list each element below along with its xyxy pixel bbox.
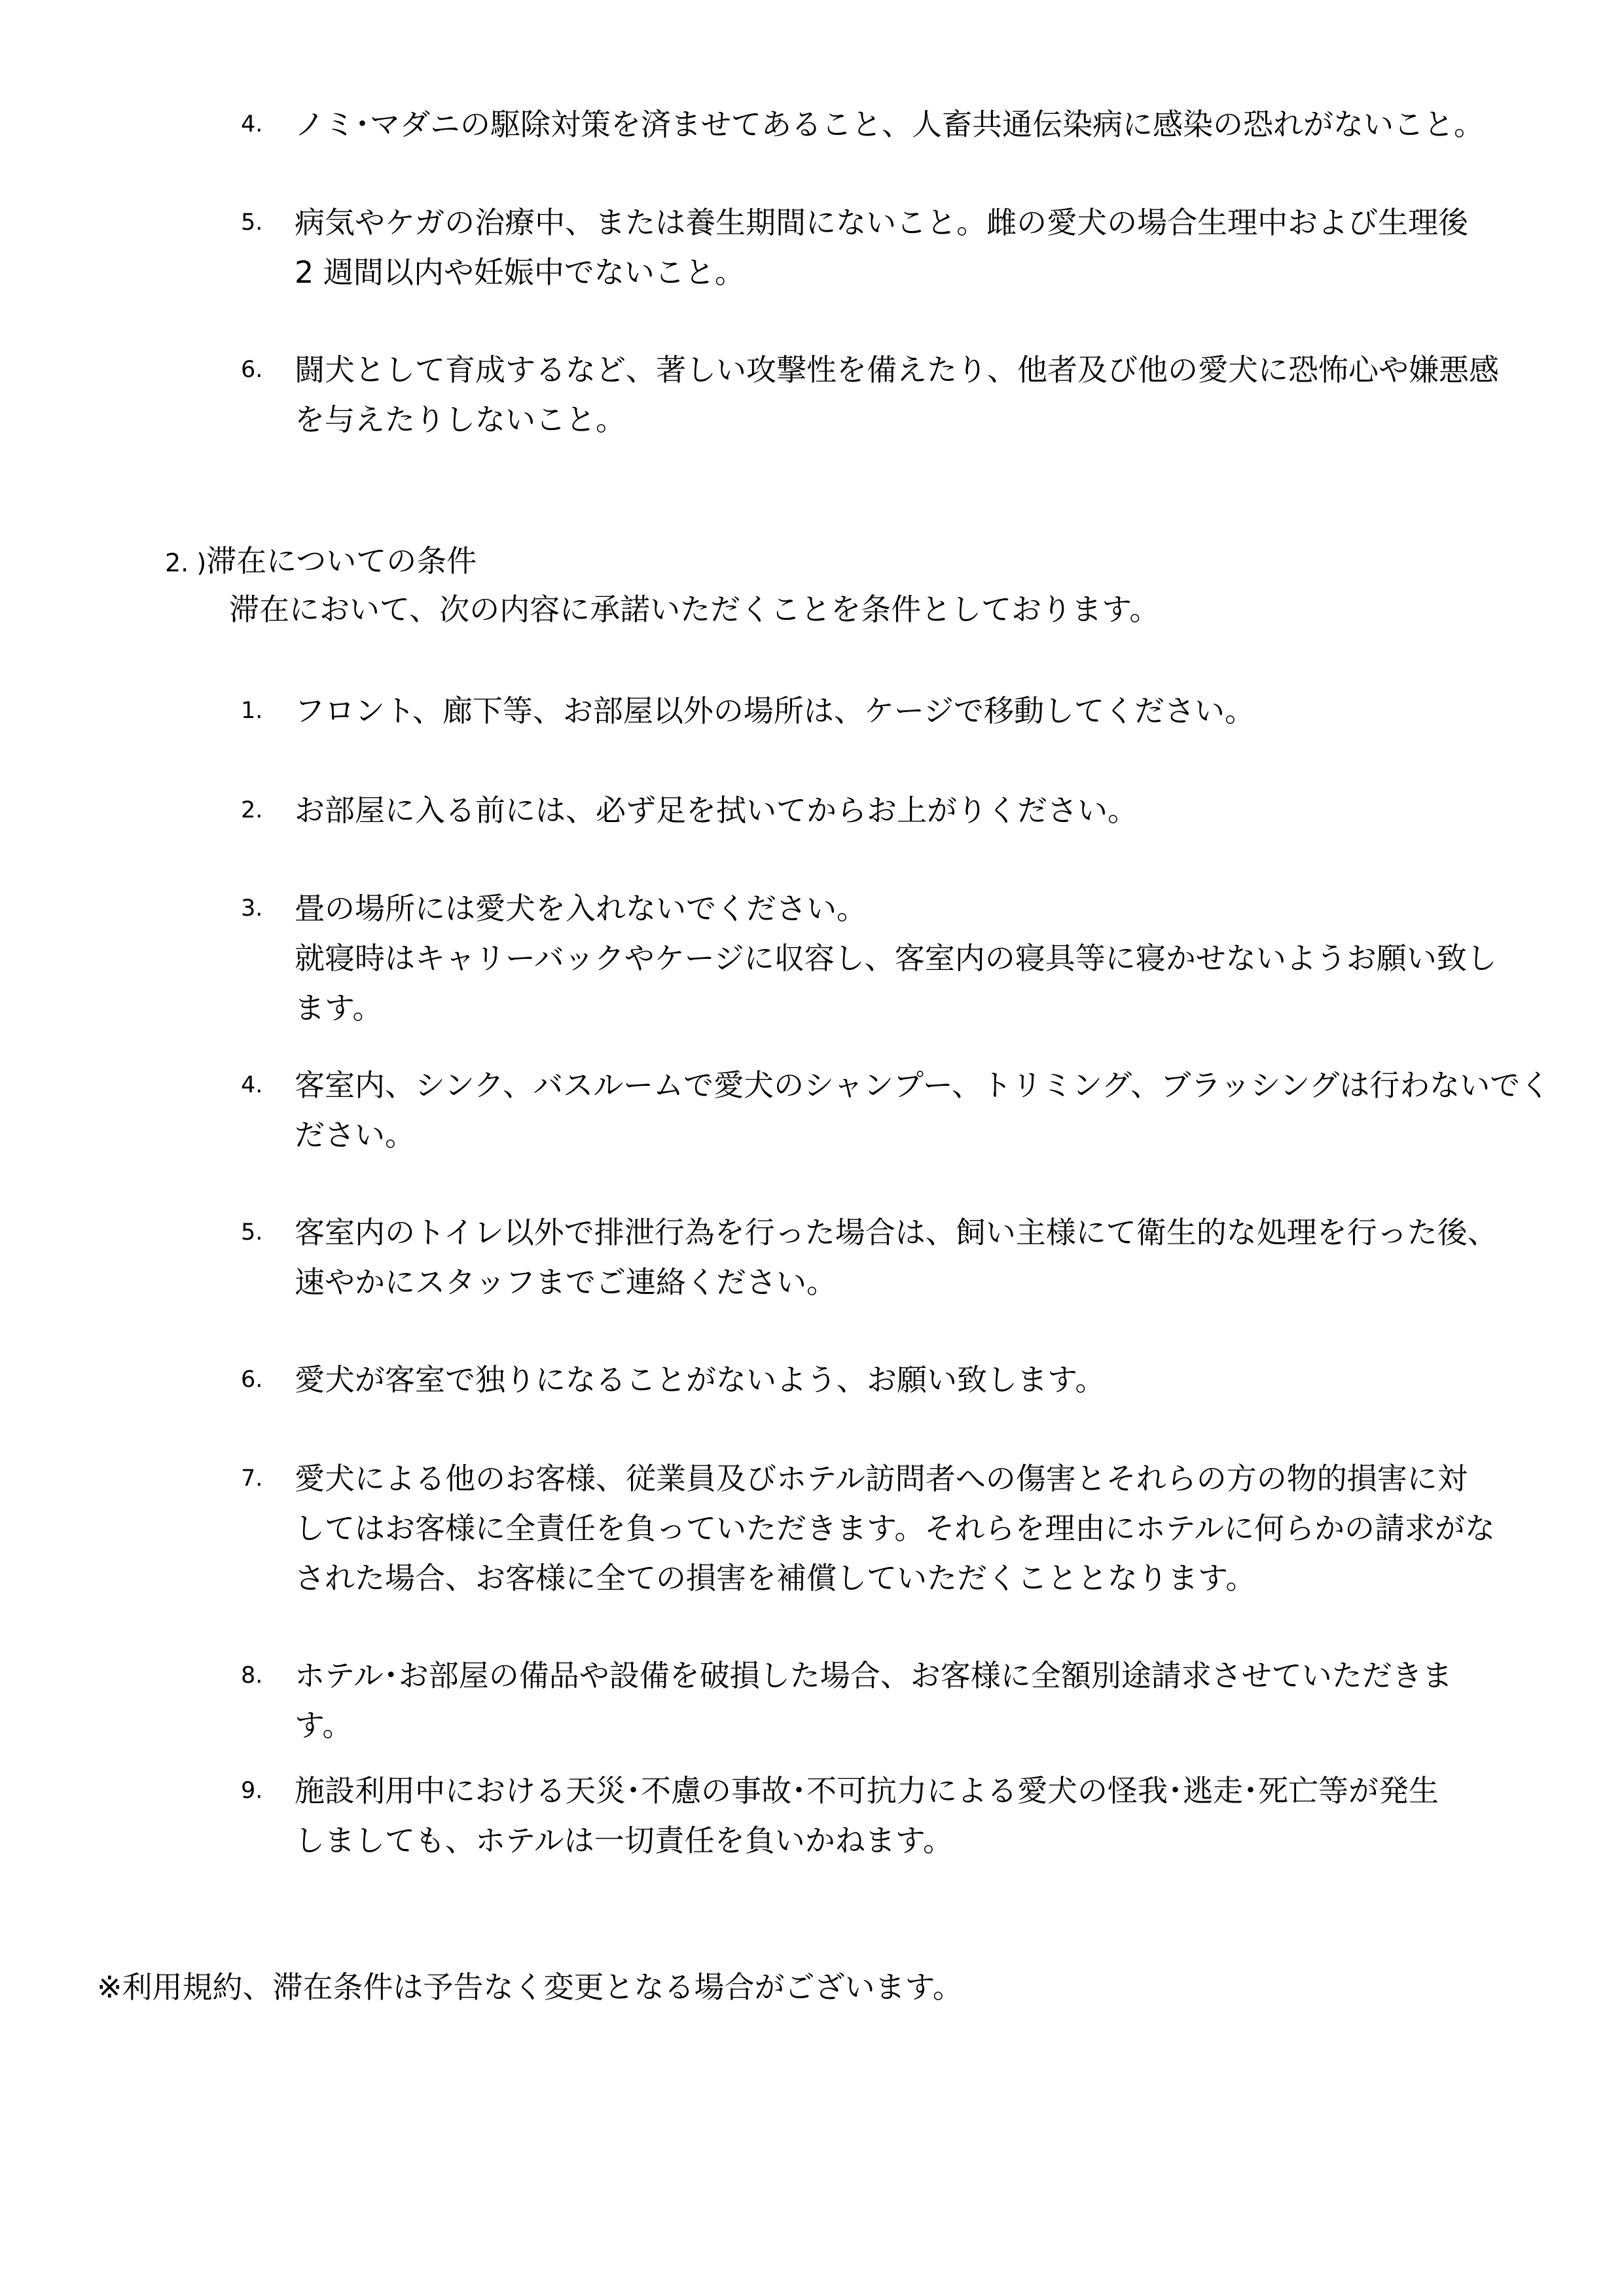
list-item-text: [295, 198, 1537, 297]
list-item-text: [295, 345, 1537, 444]
list-item-line: ださい。: [295, 1117, 415, 1153]
list-item-line: 施設利用中における天災･不慮の事故･不可抗力による愛犬の怪我･逃走･死亡等が発生: [295, 1773, 1439, 1808]
list-item-text: [295, 785, 1537, 835]
section-intro: 滞在において、次の内容に承諾いただくことを条件としております。: [229, 592, 1160, 627]
section-title: 滞在についての条件: [206, 543, 477, 579]
list-item-number: 5.: [241, 1219, 263, 1246]
list-item-line: された場合、お客様に全ての損害を補償していただくこととなります。: [295, 1560, 1256, 1596]
list-item-text: [295, 1454, 1537, 1603]
list-item-line: ノミ･マダニの駆除対策を済ませてあること、人畜共通伝染病に感染の恐れがないこと。: [295, 107, 1484, 142]
list-item-line: してはお客様に全責任を負っていただきます。それらを理由にホテルに何らかの請求がな: [295, 1511, 1496, 1546]
list-item-text: [295, 99, 1537, 149]
list-item-line: す。: [295, 1708, 353, 1743]
list-item-number: 5.: [241, 209, 263, 236]
list-item-number: 9.: [241, 1778, 263, 1804]
section-number: 2. ): [165, 548, 207, 577]
list-item-text: [295, 686, 1537, 736]
list-item-number: 4.: [241, 111, 263, 137]
list-item-text: [295, 884, 1537, 1033]
list-item-line: ホテル･お部屋の備品や設備を破損した場合、お客様に全額別途請求させていただきま: [295, 1658, 1453, 1693]
list-item-number: 3.: [241, 895, 263, 922]
section-heading: [165, 536, 477, 588]
list-item-number: 6.: [241, 1367, 263, 1393]
list-item-line: 病気やケガの治療中、または養生期間にないこと。雌の愛犬の場合生理中および生理後: [295, 205, 1469, 240]
list-item-line: ます。: [295, 990, 383, 1026]
list-item-text: [295, 1355, 1537, 1405]
list-item-number: 2.: [241, 797, 263, 823]
list-item-line: お部屋に入る前には、必ず足を拭いてからお上がりください。: [295, 793, 1138, 828]
list-item-line: を与えたりしないこと。: [295, 402, 626, 437]
footnote: ※利用規約、滞在条件は予告なく変更となる場合がございます。: [97, 1969, 963, 2005]
list-item-line: フロント、廊下等、お部屋以外の場所は、ケージで移動してください。: [295, 693, 1255, 728]
list-item-number: 1.: [241, 698, 263, 724]
list-item-number: 8.: [241, 1662, 263, 1689]
list-item-text: [295, 1766, 1537, 1865]
list-item-line: 客室内のトイレ以外で排泄行為を行った場合は、飼い主様にて衛生的な処理を行った後、: [295, 1215, 1498, 1250]
list-item-line: 愛犬が客室で独りになることがないよう、お願い致します。: [295, 1362, 1106, 1397]
list-item-text: [295, 1060, 1551, 1160]
list-item-line: 速やかにスタッフまでご連絡ください。: [295, 1265, 837, 1300]
list-item-line: 畳の場所には愛犬を入れないでください。: [295, 891, 867, 926]
list-item-text: [295, 1651, 1537, 1750]
list-item-line: 2 週間以内や妊娠中でないこと。: [295, 255, 745, 290]
list-item-line: 闘犬として育成するなど、著しい攻撃性を備えたり、他者及び他の愛犬に恐怖心や嫌悪感: [295, 352, 1499, 387]
list-item-text: [295, 1208, 1537, 1307]
list-item-line: 就寝時はキャリーバックやケージに収容し、客室内の寝具等に寝かせないようお願い致し: [295, 941, 1497, 976]
list-item-line: しましても、ホテルは一切責任を負いかねます。: [295, 1823, 954, 1858]
list-item-line: 客室内、シンク、バスルームで愛犬のシャンプー、トリミング、ブラッシングは行わないでく: [295, 1067, 1551, 1103]
list-item-number: 4.: [241, 1072, 263, 1098]
list-item-number: 7.: [241, 1465, 263, 1492]
list-item-line: 愛犬による他のお客様、従業員及びホテル訪問者への傷害とそれらの方の物的損害に対: [295, 1461, 1468, 1496]
list-item-number: 6.: [241, 357, 263, 383]
